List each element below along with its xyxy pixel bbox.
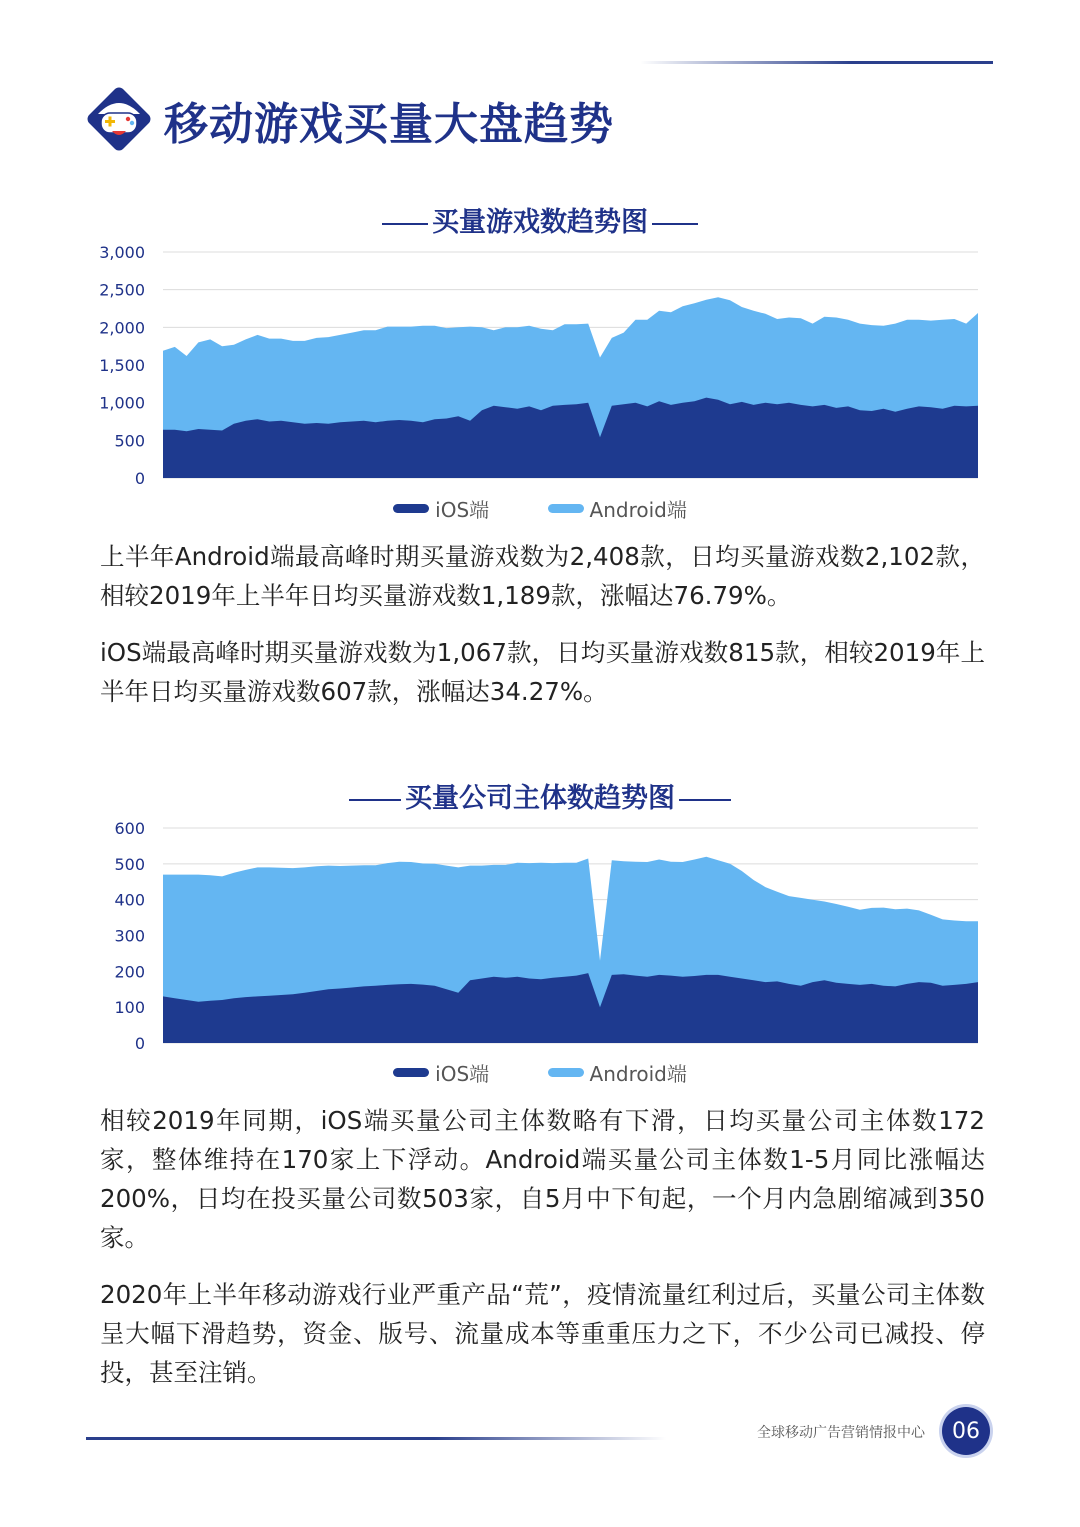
legend-android: [548, 494, 687, 523]
chart-2-plot: [0, 816, 1080, 1054]
y-tick-label: 1,500: [99, 356, 145, 375]
y-tick-label: 300: [114, 926, 145, 946]
chart-1-title-wrap: [0, 200, 1080, 239]
paragraph-ios-games: iOS端最高峰时期买量游戏数为1,067款，日均买量游戏数815款，相较2019年上半年日均买量游戏数607款，涨幅达34.27%。: [100, 638, 985, 706]
title-dash-left: [382, 223, 428, 225]
y-tick-label: 100: [114, 998, 145, 1018]
page-number: 06: [942, 1407, 990, 1455]
legend-ios: [393, 494, 489, 523]
legend-ios-label: iOS端: [435, 498, 490, 522]
legend-android: [548, 1058, 687, 1087]
page-title: 移动游戏买量大盘趋势: [164, 99, 614, 150]
chart-1-legend: [0, 494, 1080, 523]
chart-2-title: 买量公司主体数趋势图: [405, 783, 675, 814]
y-tick-label: 3,000: [99, 243, 145, 262]
gamepad-logo-icon: [84, 84, 154, 154]
title-dash-left: [349, 799, 401, 801]
paragraph-company-trend: 相较2019年同期，iOS端买量公司主体数略有下滑，日均买量公司主体数172家，整体维持在170家上下浮动。Android端买量公司主体数1-5月同比涨幅达200%，日均在投买量公司数503家，自5月中下旬起，一个月内急剧缩减到350家。: [100, 1106, 985, 1252]
header-decorative-rule: [640, 61, 993, 64]
legend-android-label: Android端: [589, 1062, 687, 1086]
legend-android-swatch: [548, 504, 584, 513]
legend-android-swatch: [548, 1068, 584, 1077]
chart-2-title-wrap: [0, 776, 1080, 815]
legend-ios: [393, 1058, 489, 1087]
legend-android-label: Android端: [589, 498, 687, 522]
title-dash-right: [652, 223, 698, 225]
y-tick-label: 600: [114, 819, 145, 838]
paragraph-industry-summary: 2020年上半年移动游戏行业严重产品“荒”，疫情流量红利过后，买量公司主体数呈大幅下滑趋势，资金、版号、流量成本等重重压力之下，不少公司已减投、停投，甚至注销。: [100, 1280, 985, 1387]
legend-ios-swatch: [393, 1068, 429, 1077]
y-tick-label: 2,000: [99, 318, 145, 338]
legend-ios-swatch: [393, 504, 429, 513]
y-tick-label: 2,500: [99, 280, 145, 300]
footer-text: 全球移动广告营销情报中心: [757, 1425, 925, 1441]
chart-1-plot: [0, 240, 1080, 490]
footer-decorative-rule: [86, 1437, 666, 1440]
paragraph-android-games: 上半年Android端最高峰时期买量游戏数为2,408款，日均买量游戏数2,102款，相较2019年上半年日均买量游戏数1,189款，涨幅达76.79%。: [100, 542, 985, 610]
chart-1-title: 买量游戏数趋势图: [432, 207, 648, 238]
y-tick-label: 0: [134, 469, 145, 488]
y-tick-label: 0: [134, 1034, 145, 1053]
title-dash-right: [679, 799, 731, 801]
y-tick-label: 500: [114, 854, 145, 874]
y-tick-label: 200: [114, 962, 145, 982]
y-tick-label: 1,000: [99, 393, 145, 413]
chart-2-legend: [0, 1058, 1080, 1087]
legend-ios-label: iOS端: [435, 1062, 490, 1086]
y-tick-label: 400: [114, 890, 145, 910]
y-tick-label: 500: [114, 431, 145, 451]
